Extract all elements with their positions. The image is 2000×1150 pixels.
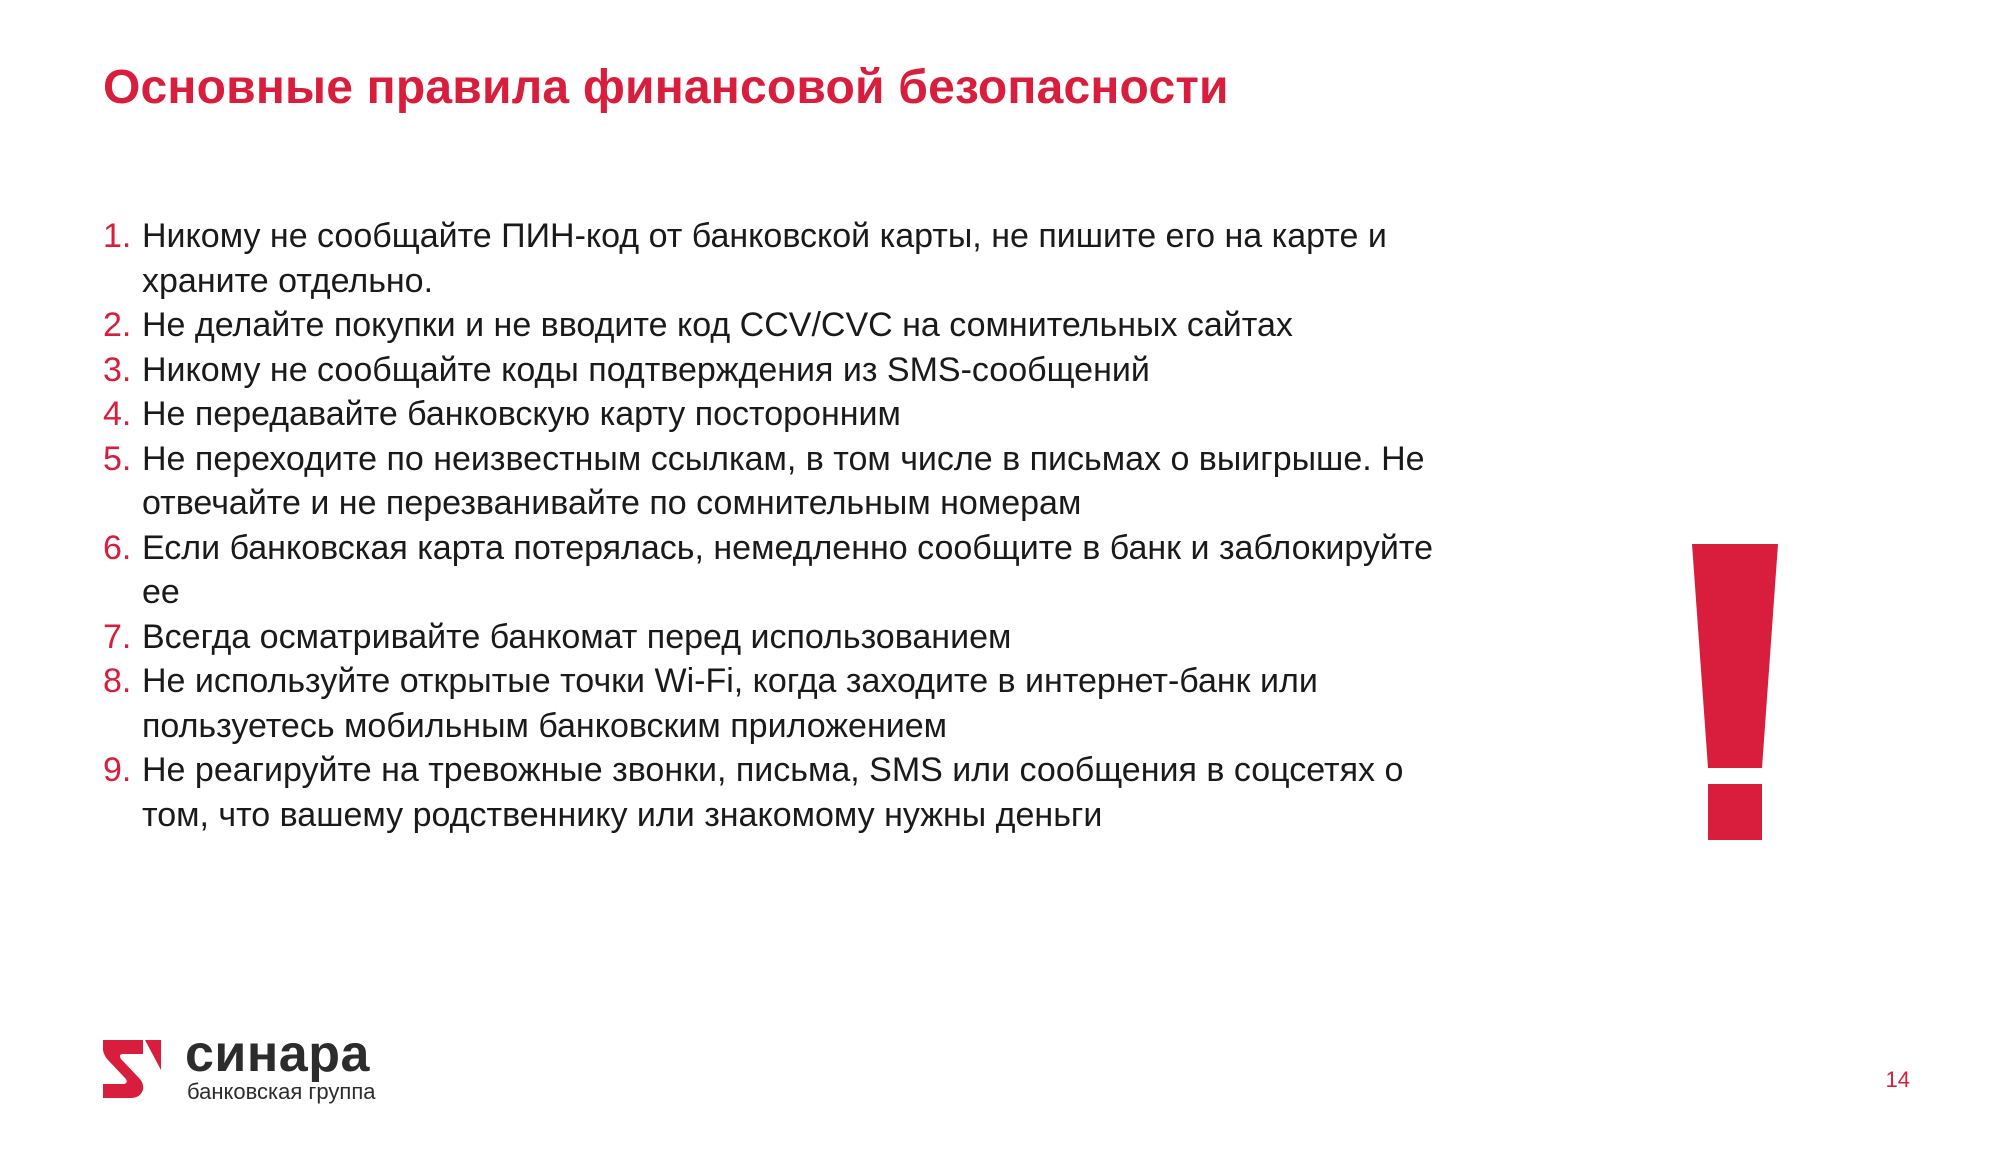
rule-text: Никому не сообщайте коды подтверждения из SMS-сообщений (142, 350, 1150, 389)
page-number: 14 (1885, 1067, 1910, 1092)
rule-item (103, 348, 1463, 393)
rule-number: 2. (103, 306, 132, 344)
rules-list (103, 214, 1463, 837)
rule-number: 4. (103, 395, 132, 433)
rule-number: 6. (103, 528, 132, 567)
exclamation-icon (1690, 544, 1780, 840)
rule-item (103, 437, 1463, 526)
rule-number: 1. (103, 217, 132, 255)
rule-text: Не передавайте банковскую карту посторонним (142, 395, 901, 433)
rule-text: Если банковская карта потерялась, немедленно сообщите в банк и заблокируйте ее (142, 528, 1434, 611)
rule-text: Не переходите по неизвестным ссылкам, в том числе в письмах о выигрыше. Не отвечайте и не перезванивайте по сомнительным номерам (142, 439, 1425, 522)
rule-number: 8. (103, 662, 132, 700)
brand-logo (103, 1025, 423, 1104)
rule-text: Не реагируйте на тревожные звонки, письма, SMS или сообщения в соцсетях о том, что вашему родственнику или знакомому нужны деньги (142, 751, 1404, 834)
sinara-logo-icon (103, 1040, 161, 1098)
rule-item (103, 392, 1463, 437)
rule-item (103, 303, 1463, 348)
rule-text: Не делайте покупки и не вводите код CCV/CVC на сомнительных сайтах (142, 306, 1293, 344)
rule-text: Никому не сообщайте ПИН-код от банковской карты, не пишите его на карте и храните отдельно. (142, 217, 1387, 300)
rule-item (103, 748, 1463, 837)
rule-number: 5. (103, 439, 132, 478)
rule-item (103, 659, 1463, 748)
rule-item (103, 214, 1463, 303)
logo-subtitle: банковская группа (187, 1079, 376, 1104)
rule-text: Всегда осматривайте банкомат перед использованием (142, 617, 1012, 656)
logo-name: синара (185, 1025, 370, 1083)
rule-text: Не используйте открытые точки Wi-Fi, когда заходите в интернет-банк или пользуетесь мобильным банковским приложением (142, 662, 1318, 745)
slide-title: Основные правила финансовой безопасности (103, 61, 1229, 114)
rule-number: 9. (103, 751, 132, 789)
rule-item (103, 526, 1463, 615)
rule-number: 3. (103, 350, 132, 389)
rule-number: 7. (103, 617, 132, 656)
rule-item (103, 615, 1463, 660)
